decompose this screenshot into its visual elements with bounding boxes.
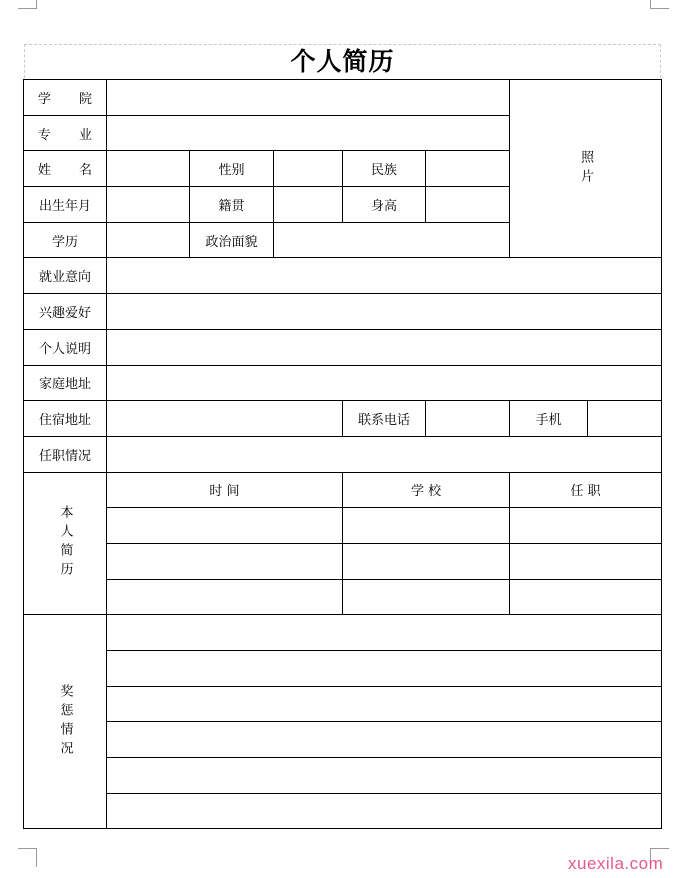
- crop-mark-top-right: [650, 0, 669, 9]
- awards-row-cell[interactable]: [107, 615, 662, 651]
- label-dorm-address: 住宿地址: [24, 401, 107, 437]
- value-dorm-address[interactable]: [107, 401, 343, 437]
- label-native-place: 籍贯: [190, 187, 274, 223]
- awards-row-cell[interactable]: [107, 686, 662, 722]
- resume-school-cell[interactable]: [343, 543, 510, 579]
- label-positions-held: 任职情况: [24, 436, 107, 472]
- value-birth[interactable]: [107, 187, 190, 223]
- label-ethnicity: 民族: [343, 151, 426, 187]
- value-positions-held[interactable]: [107, 436, 662, 472]
- value-mobile[interactable]: [588, 401, 662, 436]
- label-personal-statement: 个人说明: [24, 329, 107, 365]
- value-political-status[interactable]: [274, 222, 510, 258]
- document-title: 个人简历: [24, 44, 661, 78]
- crop-mark-top-left: [18, 0, 37, 9]
- resume-school-cell[interactable]: [343, 579, 510, 615]
- label-resume-section: 本人简历: [57, 505, 73, 582]
- crop-mark-bottom-left: [18, 848, 37, 867]
- label-photo: 照片: [578, 149, 594, 188]
- value-native-place[interactable]: [274, 187, 343, 223]
- value-name[interactable]: [107, 151, 190, 187]
- resume-position-cell[interactable]: [510, 508, 662, 544]
- label-gender: 性别: [190, 151, 274, 187]
- watermark: xuexila.com: [568, 854, 664, 873]
- value-college[interactable]: [107, 80, 510, 116]
- label-education: 学历: [24, 222, 107, 258]
- label-major: 专 业: [24, 115, 107, 151]
- label-height: 身高: [343, 187, 426, 223]
- value-major[interactable]: [107, 115, 510, 151]
- value-personal-statement[interactable]: [107, 329, 662, 365]
- header-school: 学 校: [343, 472, 510, 508]
- resume-form-table: [23, 79, 662, 829]
- label-hobbies: 兴趣爱好: [24, 294, 107, 330]
- value-ethnicity[interactable]: [426, 151, 510, 187]
- resume-position-cell[interactable]: [510, 543, 662, 579]
- awards-row-cell[interactable]: [107, 758, 662, 794]
- resume-section-cell: [24, 472, 107, 615]
- awards-row-cell[interactable]: [107, 722, 662, 758]
- label-name: 姓 名: [24, 151, 107, 187]
- value-career-intent[interactable]: [107, 258, 662, 294]
- label-home-address: 家庭地址: [24, 365, 107, 401]
- resume-position-cell[interactable]: [510, 579, 662, 615]
- resume-time-cell[interactable]: [107, 579, 343, 615]
- value-home-address[interactable]: [107, 365, 662, 401]
- mobile-group: [510, 401, 662, 437]
- resume-school-cell[interactable]: [343, 508, 510, 544]
- resume-time-cell[interactable]: [107, 508, 343, 544]
- label-awards-section: 奖惩情况: [57, 683, 73, 760]
- awards-row-cell[interactable]: [107, 651, 662, 687]
- awards-section-cell: [24, 615, 107, 829]
- label-phone: 联系电话: [343, 401, 426, 437]
- header-position: 任 职: [510, 472, 662, 508]
- label-birth: 出生年月: [24, 187, 107, 223]
- value-education[interactable]: [107, 222, 190, 258]
- value-hobbies[interactable]: [107, 294, 662, 330]
- resume-time-cell[interactable]: [107, 543, 343, 579]
- label-college: 学 院: [24, 80, 107, 116]
- label-mobile: 手机: [510, 401, 588, 436]
- label-career-intent: 就业意向: [24, 258, 107, 294]
- label-political-status: 政治面貌: [190, 222, 274, 258]
- photo-cell[interactable]: [510, 80, 662, 258]
- value-gender[interactable]: [274, 151, 343, 187]
- value-height[interactable]: [426, 187, 510, 223]
- awards-row-cell[interactable]: [107, 793, 662, 829]
- header-time: 时 间: [107, 472, 343, 508]
- value-phone[interactable]: [426, 401, 510, 437]
